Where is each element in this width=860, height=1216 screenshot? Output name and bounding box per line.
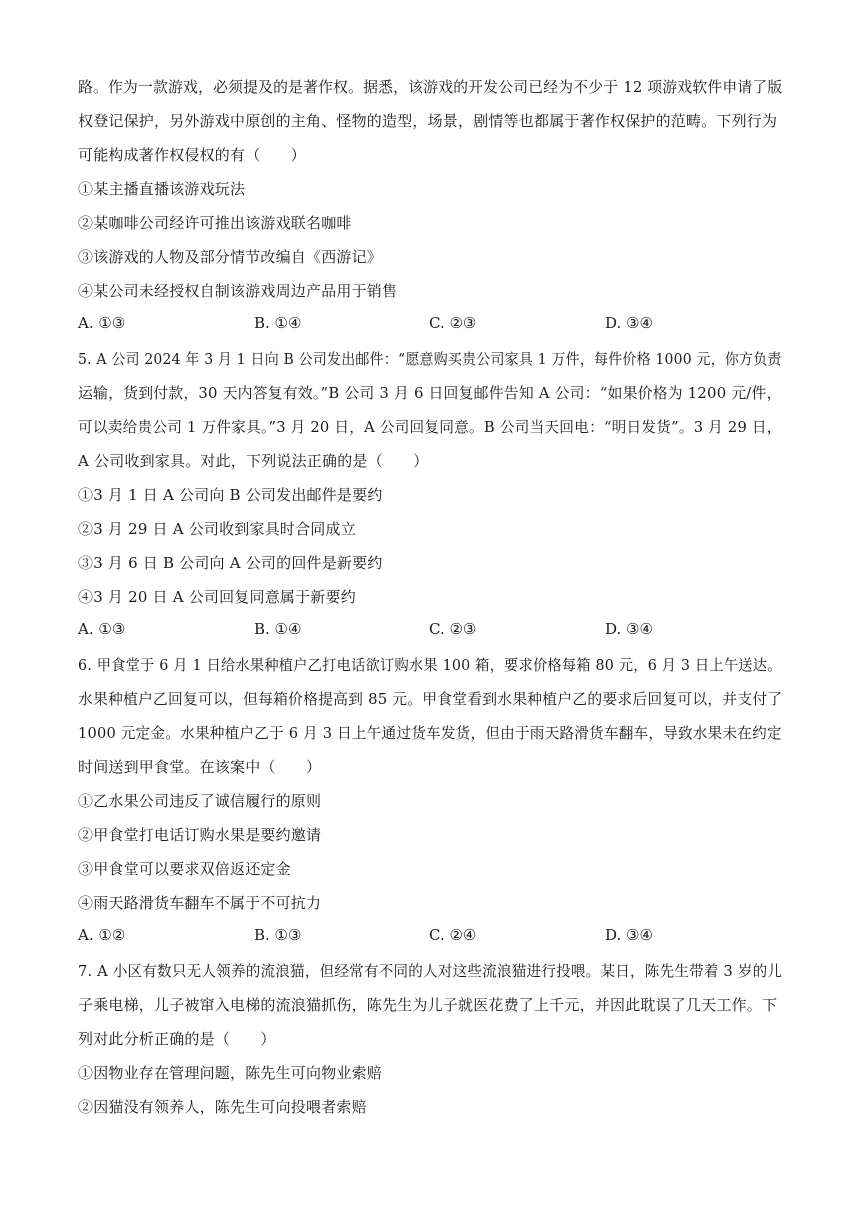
q4-stem-line-3: 可能构成著作权侵权的有（ ） [78,146,307,164]
q5-option-b: B. ①④ [254,620,302,638]
q7-item-2: ②因猫没有领养人，陈先生可向投喂者索赔 [78,1098,367,1116]
q6-item-3: ③甲食堂可以要求双倍返还定金 [78,860,291,878]
q6-item-4: ④雨天路滑货车翻车不属于不可抗力 [78,894,322,912]
q4-item-3: ③该游戏的人物及部分情节改编自《西游记》 [78,248,383,266]
q5-item-1: ①3 月 1 日 A 公司向 B 公司发出邮件是要约 [78,486,383,504]
q6-stem-line-3: 1000 元定金。水果种植户乙于 6 月 3 日上午通过货车发货，但由于雨天路滑货车翻车，导致水果未在约定 [78,724,782,742]
q6-option-a: A. ①② [78,926,126,944]
q5-option-c: C. ②③ [429,620,477,638]
q6-stem-line-2: 水果种植户乙回复可以，但每箱价格提高到 85 元。甲食堂看到水果种植户乙的要求后回复可以，并支付了 [78,690,783,708]
q5-option-a: A. ①③ [78,620,126,638]
q6-item-1: ①乙水果公司违反了诚信履行的原则 [78,792,322,810]
q4-item-1: ①某主播直播该游戏玩法 [78,180,246,198]
q4-option-c: C. ②③ [429,314,477,332]
q4-stem-line-1: 路。作为一款游戏，必须提及的是著作权。据悉，该游戏的开发公司已经为不少于 12 项游戏软件申请了版 [78,78,783,96]
q5-stem-line-2: 运输，货到付款，30 天内答复有效。”B 公司 3 月 6 日回复邮件告知 A 公司：“如果价格为 1200 元/件， [78,384,782,402]
q6-stem-line-1: 6. 甲食堂于 6 月 1 日给水果种植户乙打电话欲订购水果 100 箱，要求价格每箱 80 元，6 月 3 日上午送达。 [78,656,782,674]
q7-item-1: ①因物业存在管理问题，陈先生可向物业索赔 [78,1064,383,1082]
q4-item-4: ④某公司未经授权自制该游戏周边产品用于销售 [78,282,398,300]
q6-option-b: B. ①③ [254,926,302,944]
q5-stem-line-4: A 公司收到家具。对此，下列说法正确的是（ ） [78,452,429,470]
q5-stem-line-1: 5. A 公司 2024 年 3 月 1 日向 B 公司发出邮件：“愿意购买贵公司家具 1 万件，每件价格 1000 元，你方负责 [78,350,782,368]
q7-stem-line-1: 7. A 小区有数只无人领养的流浪猫，但经常有不同的人对这些流浪猫进行投喂。某日，陈先生带着 3 岁的儿 [78,962,783,980]
q6-stem-line-4: 时间送到甲食堂。在该案中（ ） [78,758,322,776]
q7-stem-line-2: 子乘电梯，儿子被窜入电梯的流浪猫抓伤，陈先生为儿子就医花费了上千元，并因此耽误了几天工作。下 [78,996,778,1014]
q6-option-c: C. ②④ [429,926,477,944]
q5-item-4: ④3 月 20 日 A 公司回复同意属于新要约 [78,588,356,606]
q4-option-b: B. ①④ [254,314,302,332]
q4-option-a: A. ①③ [78,314,126,332]
q5-option-d: D. ③④ [605,620,653,638]
q6-option-d: D. ③④ [605,926,653,944]
q7-stem-line-3: 列对此分析正确的是（ ） [78,1030,276,1048]
q5-stem-line-3: 可以卖给贵公司 1 万件家具。”3 月 20 日，A 公司回复同意。B 公司当天回电：“明日发货”。3 月 29 日， [78,418,782,436]
q6-item-2: ②甲食堂打电话订购水果是要约邀请 [78,826,322,844]
q4-item-2: ②某咖啡公司经许可推出该游戏联名咖啡 [78,214,352,232]
q5-item-3: ③3 月 6 日 B 公司向 A 公司的回件是新要约 [78,554,383,572]
q4-stem-line-2: 权登记保护，另外游戏中原创的主角、怪物的造型，场景，剧情等也都属于著作权保护的范畴。下列行为 [78,112,778,130]
q5-item-2: ②3 月 29 日 A 公司收到家具时合同成立 [78,520,356,538]
q4-option-d: D. ③④ [605,314,653,332]
